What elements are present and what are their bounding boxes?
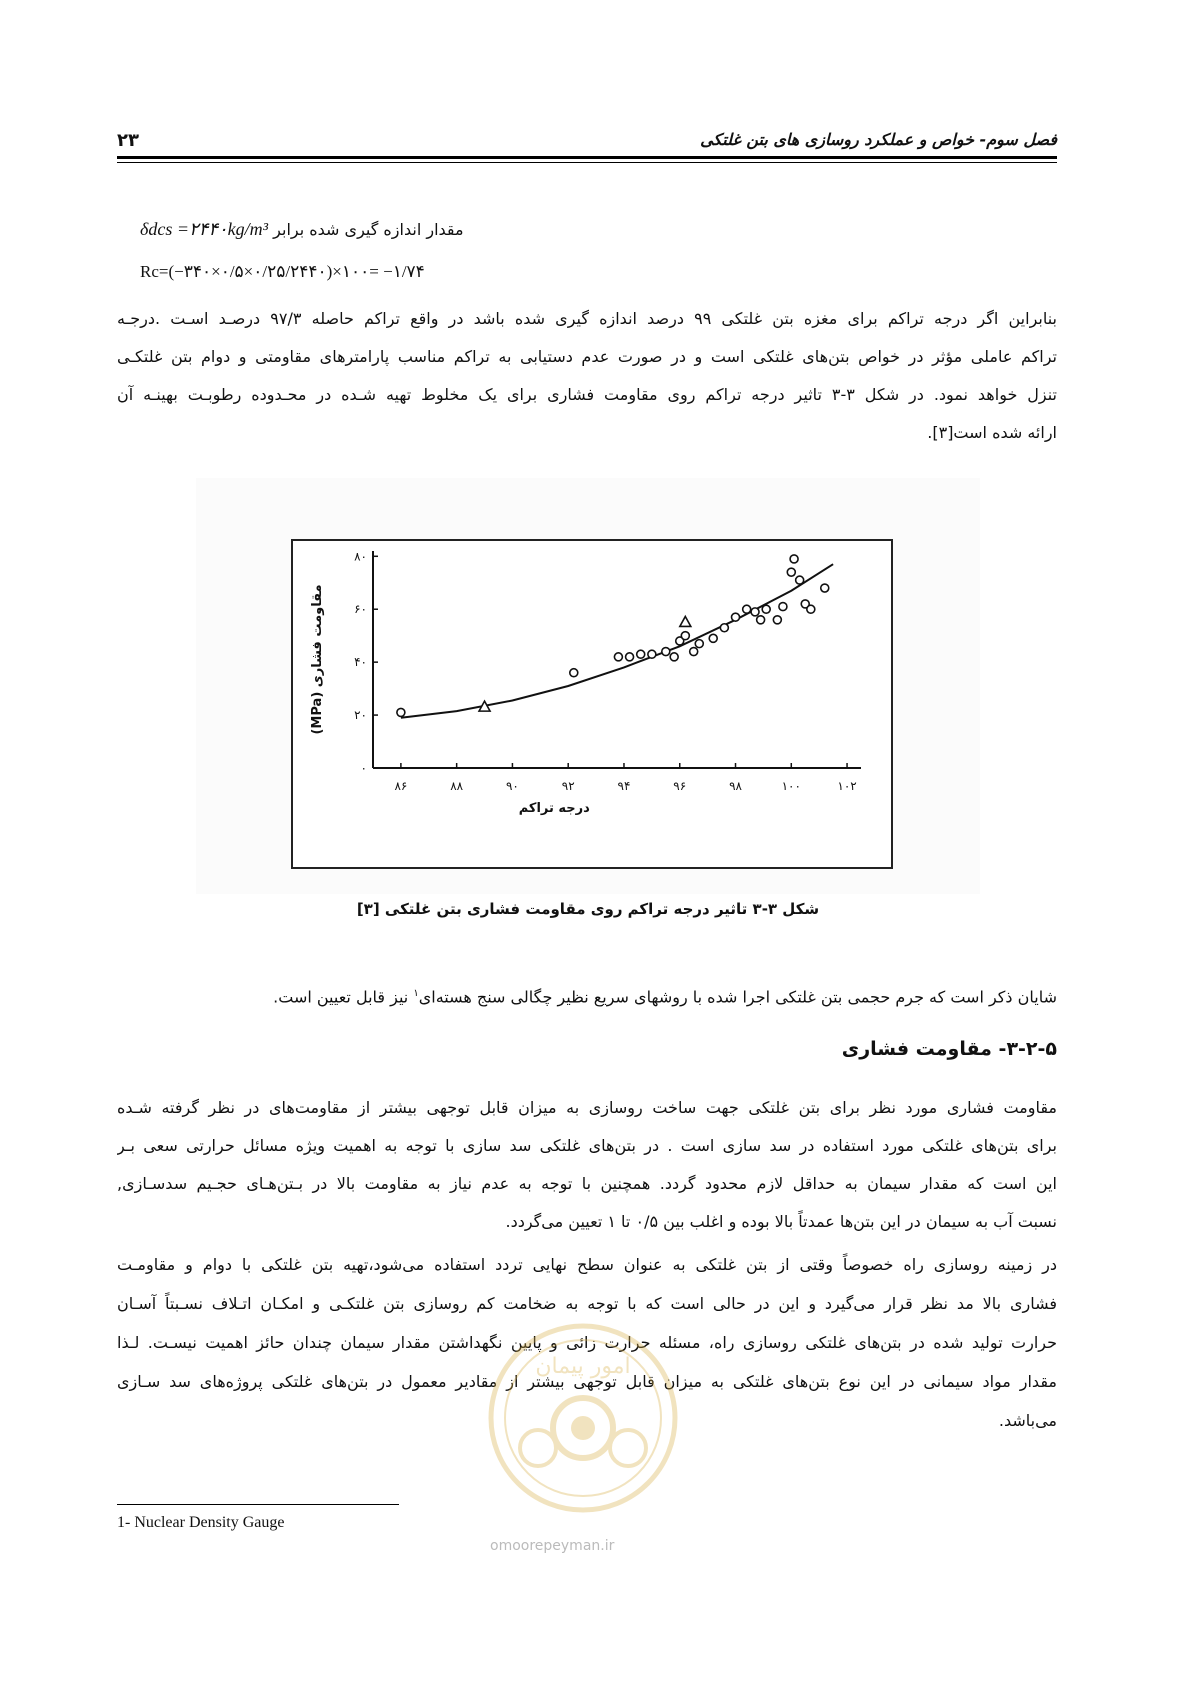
data-point-circle — [787, 568, 795, 576]
para2 — [117, 975, 1057, 1016]
data-point-circle — [637, 650, 645, 658]
x-tick-label: ۸۸ — [450, 779, 464, 793]
data-point-circle — [670, 653, 678, 661]
data-point-circle — [743, 605, 751, 613]
watermark-seal-icon — [483, 1318, 683, 1518]
para4-line: فشاری بالا مد نظر قرار می‌گیرد و این در حالی است که با توجه به ضخامت کم روسازی بتن غلتکـی و امکـان اتـلاف نسـبتاً آسـان — [117, 1294, 1057, 1313]
data-point-circle — [397, 708, 405, 716]
header-rule-thin — [117, 162, 1057, 163]
y-tick-label: ۲۰ — [354, 708, 367, 723]
x-axis-label: درجه تراکم — [518, 801, 590, 816]
x-tick-label: ۸۶ — [394, 779, 408, 793]
data-point-circle — [732, 613, 740, 621]
para1-line: تنزل خواهد نمود. در شکل ۳-۳ تاثیر درجه تراکم روی مقاومت فشاری برای یک مخلوط تهیه شـده در محـدوده رطوبـت بهینـه آن — [117, 385, 1057, 404]
data-point-circle — [662, 648, 670, 656]
footnote-rule — [117, 1504, 399, 1505]
data-point-circle — [821, 584, 829, 592]
para4-line: در زمینه روسازی راه خصوصاً وقتی از بتن غلتکی به عنوان سطح نهایی تردد استفاده می‌شود،تهیه بتن غلتکی با دوام و مقاومـت — [117, 1255, 1057, 1274]
data-point-circle — [570, 669, 578, 677]
x-tick-label: ۹۸ — [729, 779, 742, 793]
para2-text-end: نیز قابل تعیین است. — [273, 987, 414, 1007]
para1-line: تراکم عاملی مؤثر در خواص بتن‌های غلتکی است و در صورت عدم دستیابی به تراکم مناسب پارامترهای مقاومتی و دوام بتن غلتکـی — [117, 347, 1057, 366]
data-point-circle — [709, 634, 717, 642]
x-tick-label: ۹۴ — [617, 779, 631, 793]
scatter-chart — [293, 541, 891, 867]
header-rule-thick — [117, 156, 1057, 159]
data-point-circle — [762, 605, 770, 613]
x-tick-label: ۹۰ — [505, 779, 519, 793]
section-heading: ۳-۲-۵- مقاومت فشاری — [841, 1038, 1057, 1060]
para2-text: شایان ذکر است که جرم حجمی بتن غلتکی اجرا شده با روشهای سریع نظیر چگالی سنج هسته‌ای — [418, 987, 1057, 1007]
data-point-circle — [779, 603, 787, 611]
footnote: 1- Nuclear Density Gauge — [117, 1514, 285, 1531]
data-point-circle — [695, 640, 703, 648]
figure-frame — [291, 539, 893, 869]
para3-line: برای بتن‌های غلتکی مورد استفاده در سد سازی است . در بتن‌های غلتکی سد سازی با توجه به اهمیت ویژه مسائل حرارتی سعی بـر — [117, 1136, 1057, 1155]
x-tick-label: ۱۰۲ — [837, 779, 857, 793]
para3-line: مقاومت فشاری مورد نظر برای بتن غلتکی جهت ساخت روسازی به میزان قابل توجهی بیشتر از مقاومت‌های در نظر گرفته شـده — [117, 1098, 1057, 1117]
para1-line: بنابراین اگر درجه تراکم برای مغزه بتن غلتکی ۹۹ درصد اندازه گیری شده باشد در واقع تراکم حاصله ۹۷/۳ درصـد اسـت .درجـه — [117, 309, 1057, 328]
formula-line-1-text: مقدار اندازه گیری شده برابر — [273, 220, 464, 239]
data-point-circle — [757, 616, 765, 624]
data-point-circle — [648, 650, 656, 658]
para4-line: مقدار مواد سیمانی در این نوع بتن‌های غلتکی به میزان قابل توجهی بیشتر از مقادیر معمول در بتن‌های غلتکی پروژه‌های سد سـازی — [117, 1372, 1057, 1391]
data-point-circle — [796, 576, 804, 584]
data-point-circle — [773, 616, 781, 624]
formula-density: δdcs =۲۴۴۰kg/m³ — [140, 219, 269, 239]
footnote-ref: ۱ — [413, 988, 419, 999]
data-point-circle — [690, 648, 698, 656]
formula-line-2: Rc=(−۳۴۰×۰/۵×۰/۲۵/۲۴۴۰)×۱۰۰= −۱/۷۴ — [140, 262, 425, 281]
data-point-circle — [790, 555, 798, 563]
running-title: فصل سوم- خواص و عملکرد روسازی های بتن غلتکی — [700, 130, 1057, 149]
x-tick-label: ۹۶ — [673, 779, 687, 793]
para3-line: این است که مقدار سیمان به حداقل لازم محدود گردد. همچنین با توجه به عدم نیاز به مقاومت بالا در بـتن‌هـای حجـیم سدسـازی, — [117, 1174, 1057, 1193]
page-number: ۲۳ — [117, 130, 139, 151]
data-point-circle — [614, 653, 622, 661]
y-tick-label: ۶۰ — [354, 602, 367, 617]
data-point-circle — [626, 653, 634, 661]
para4-line: می‌باشد. — [998, 1411, 1057, 1430]
x-tick-label: ۱۰۰ — [781, 779, 801, 793]
y-axis-label: مقاومت فشاری (MPa) — [310, 584, 325, 735]
data-point-circle — [720, 624, 728, 632]
para3-line: نسبت آب به سیمان در این بتن‌ها عمدتاً بالا بوده و اغلب بین ۰/۵ تا ۱ تعیین می‌گردد. — [505, 1212, 1057, 1231]
para1-line: ارائه شده است[۳]. — [927, 423, 1057, 442]
formula-line-1 — [140, 219, 540, 240]
para4-line: حرارت تولید شده در بتن‌های غلتکی روسازی راه، مسئله حرارت زائی و پایین نگهداشتن مقدار سیمان چندان حائز اهمیت نیسـت. لـذا — [117, 1333, 1057, 1352]
figure-caption: شکل ۳-۳ تاثیر درجه تراکم روی مقاومت فشاری بتن غلتکی [۳] — [356, 900, 820, 918]
watermark-site: omoorepeyman.ir — [490, 1538, 615, 1554]
data-point-circle — [681, 632, 689, 640]
y-tick-label: ۰ — [360, 761, 367, 775]
data-point-circle — [807, 605, 815, 613]
data-point-triangle — [680, 616, 691, 626]
watermark-logo — [483, 1318, 683, 1518]
watermark-logo-text: امور پیمان — [535, 1354, 631, 1379]
y-tick-label: ۴۰ — [354, 655, 367, 670]
data-point-circle — [751, 608, 759, 616]
y-tick-label: ۸۰ — [354, 549, 367, 564]
x-tick-label: ۹۲ — [561, 779, 575, 793]
fit-curve — [401, 564, 833, 718]
